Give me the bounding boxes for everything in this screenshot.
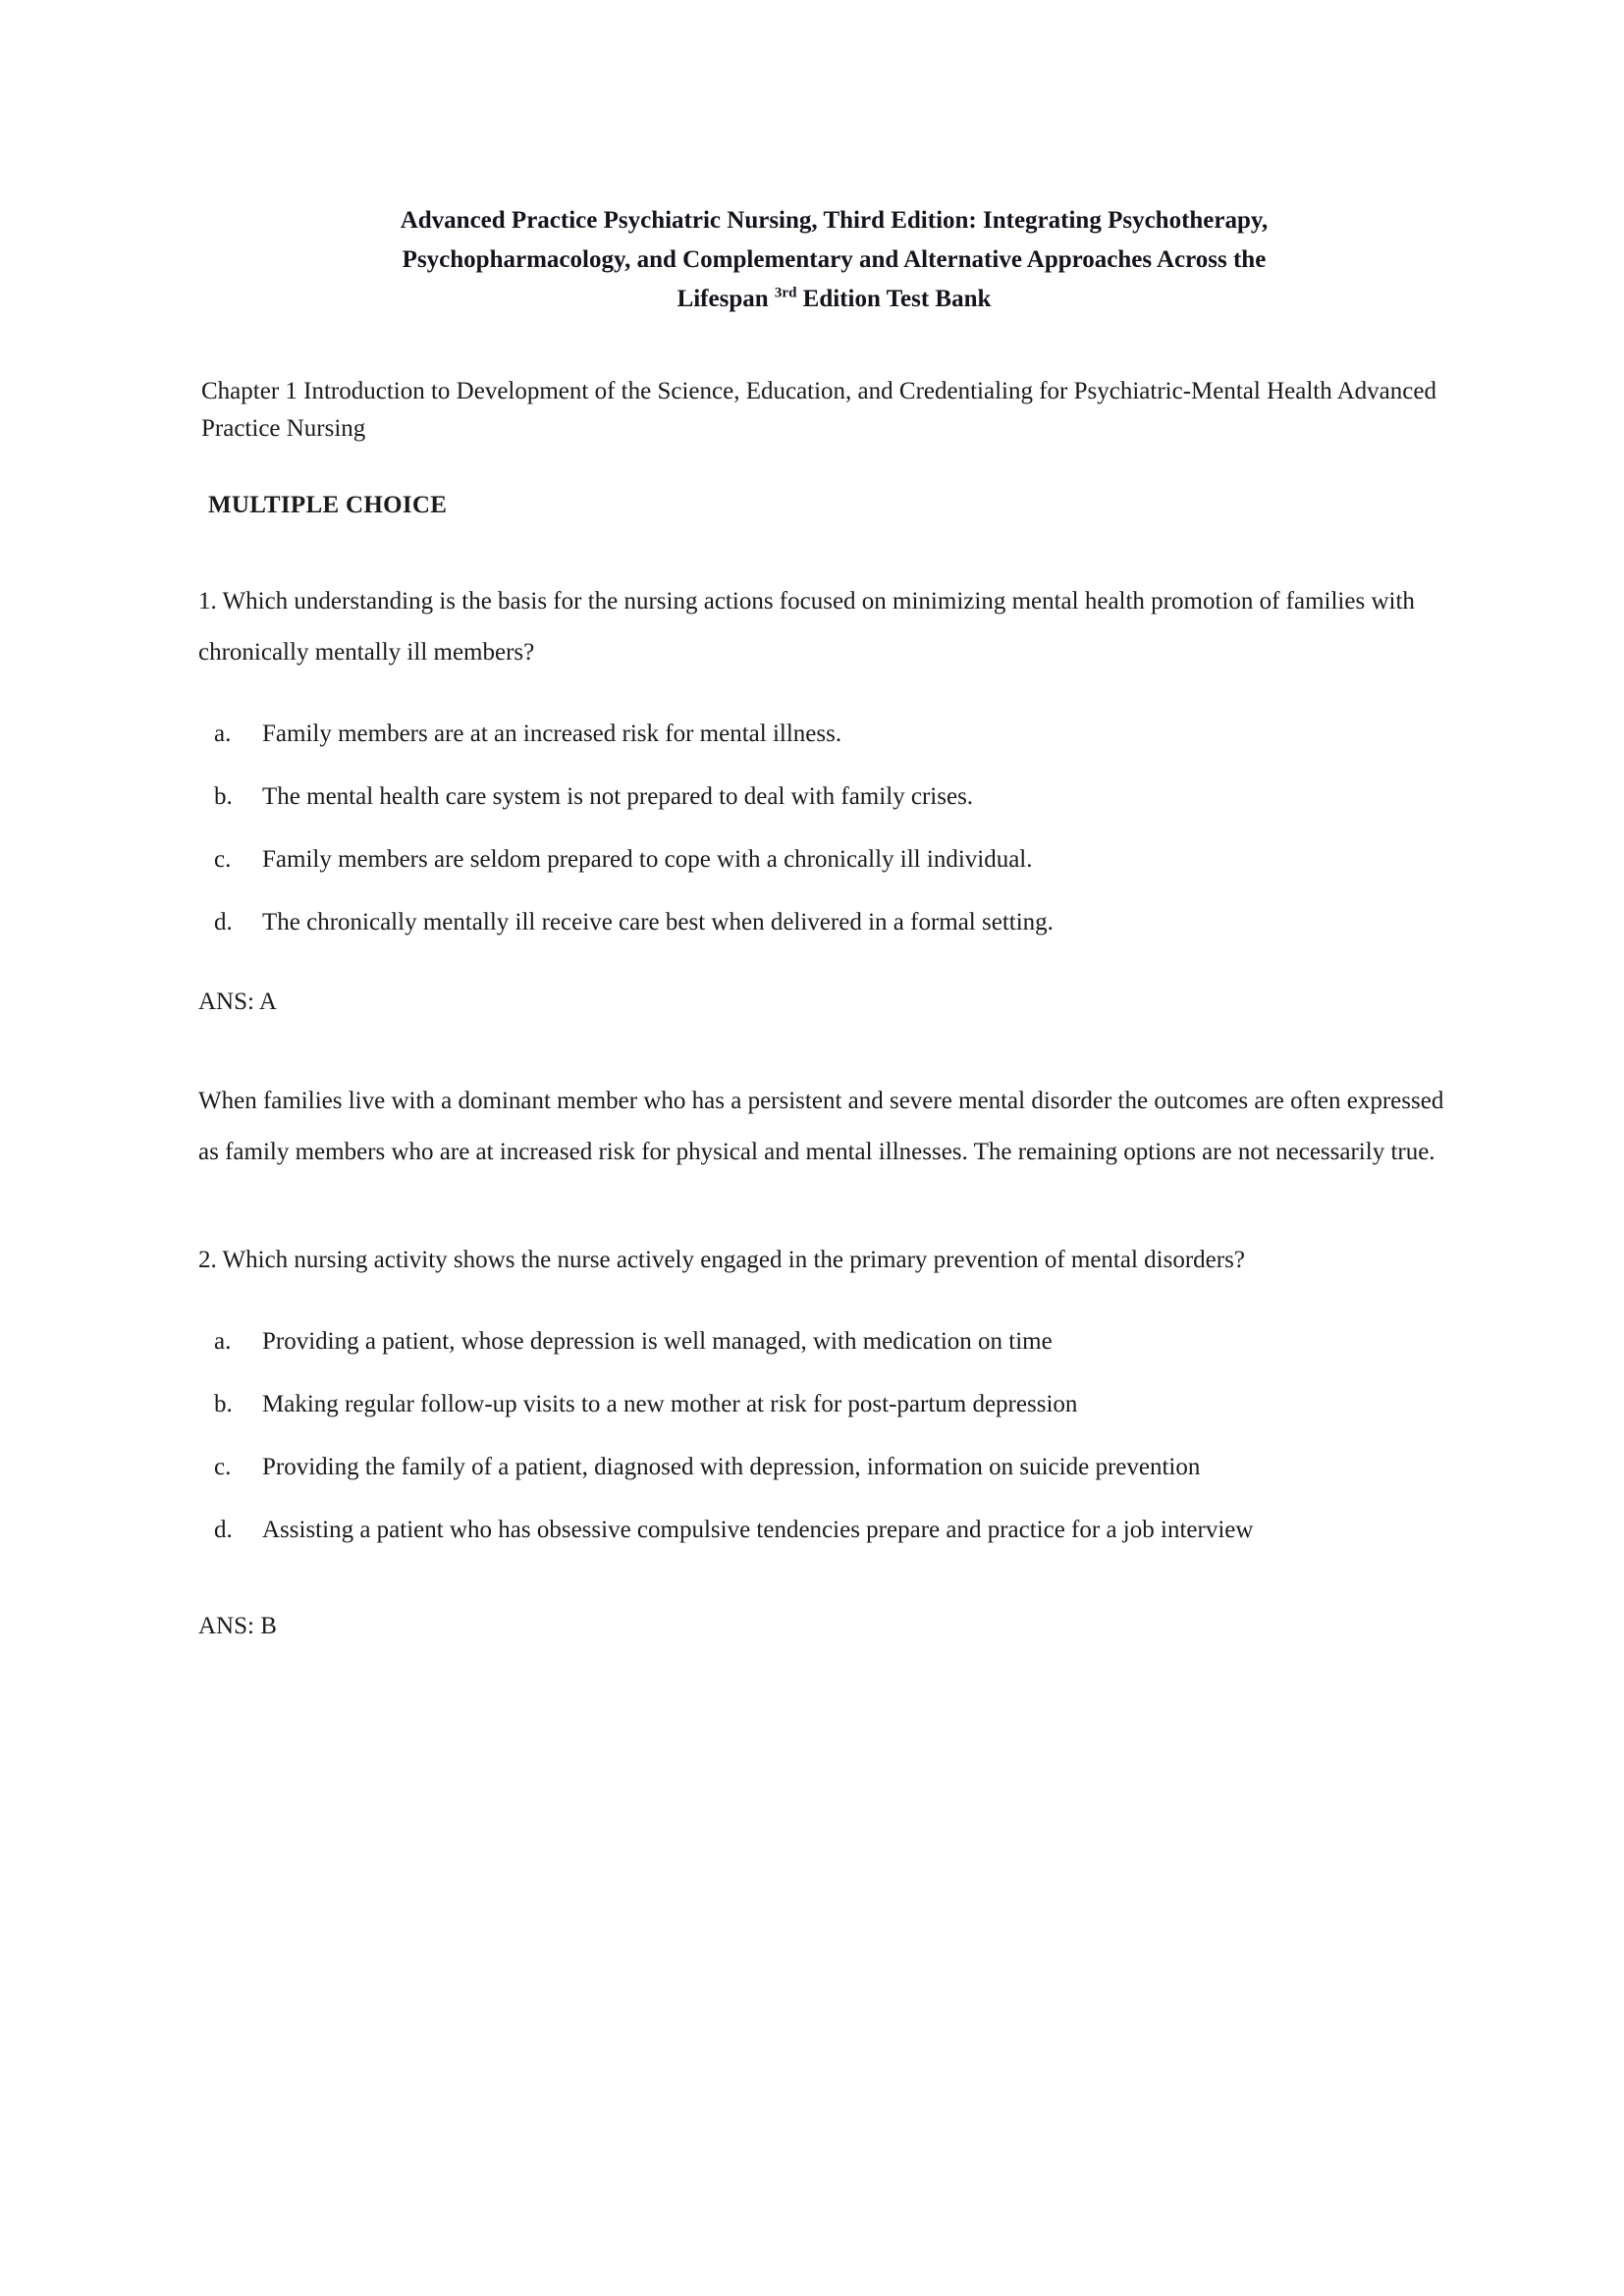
chapter-heading: Chapter 1 Introduction to Development of the Science, Education, and Credentialing for Psychiatric-Mental Health Advanced Practice Nursing	[201, 378, 1436, 442]
question-2	[198, 1235, 1470, 1643]
question-2-option-a	[214, 1323, 1470, 1361]
option-letter: c.	[214, 1454, 232, 1480]
option-text: Providing a patient, whose depression is well managed, with medication on time	[262, 1328, 1053, 1355]
option-letter: c.	[214, 846, 232, 873]
title-edition-superscript: 3rd	[774, 285, 797, 301]
question-1-option-a	[214, 716, 1470, 753]
question-2-stem: 2. Which nursing activity shows the nurse actively engaged in the primary prevention of mental disorders?	[198, 1247, 1245, 1273]
option-letter: a.	[214, 1328, 232, 1355]
option-text: Providing the family of a patient, diagnosed with depression, information on suicide prevention	[262, 1454, 1201, 1480]
title-line3-post: Edition Test Bank	[796, 286, 992, 312]
question-1-options	[214, 716, 1470, 941]
question-2-options	[214, 1323, 1470, 1549]
question-1-option-d	[214, 904, 1470, 941]
question-2-option-c	[214, 1449, 1470, 1486]
option-text: The chronically mentally ill receive care best when delivered in a formal setting.	[262, 909, 1054, 935]
question-1-answer: ANS: A	[198, 988, 277, 1015]
option-text: The mental health care system is not prepared to deal with family crises.	[262, 783, 974, 810]
option-letter: a.	[214, 721, 232, 747]
document-title-line-3	[218, 280, 1450, 319]
document-title-line-1: Advanced Practice Psychiatric Nursing, Third Edition: Integrating Psychotherapy,	[400, 207, 1269, 234]
option-letter: d.	[214, 1517, 233, 1543]
question-2-answer: ANS: B	[198, 1613, 277, 1639]
document-title	[218, 201, 1450, 319]
option-text: Family members are seldom prepared to cope with a chronically ill individual.	[262, 846, 1033, 873]
title-line3-pre: Lifespan	[677, 286, 775, 312]
option-letter: b.	[214, 1391, 233, 1417]
question-1-option-c	[214, 841, 1470, 879]
question-1	[198, 576, 1470, 1178]
option-text: Assisting a patient who has obsessive compulsive tendencies prepare and practice for a job interview	[262, 1517, 1254, 1543]
section-heading: MULTIPLE CHOICE	[208, 492, 448, 518]
option-letter: d.	[214, 909, 233, 935]
question-1-option-b	[214, 778, 1470, 816]
document-content	[198, 201, 1470, 1643]
question-2-option-d	[214, 1512, 1470, 1549]
option-text: Family members are at an increased risk for mental illness.	[262, 721, 842, 747]
option-text: Making regular follow-up visits to a new mother at risk for post-partum depression	[262, 1391, 1078, 1417]
question-1-rationale: When families live with a dominant member who has a persistent and severe mental disorder the outcomes are often expressed as family members who are at increased risk for physical and mental illnesses. The remaining options are not necessarily true.	[198, 1088, 1444, 1165]
question-1-stem: 1. Which understanding is the basis for the nursing actions focused on minimizing mental health promotion of families with chronically mentally ill members?	[198, 588, 1415, 666]
document-title-line-2: Psychopharmacology, and Complementary and Alternative Approaches Across the	[402, 246, 1267, 273]
question-2-option-b	[214, 1386, 1470, 1423]
option-letter: b.	[214, 783, 233, 810]
